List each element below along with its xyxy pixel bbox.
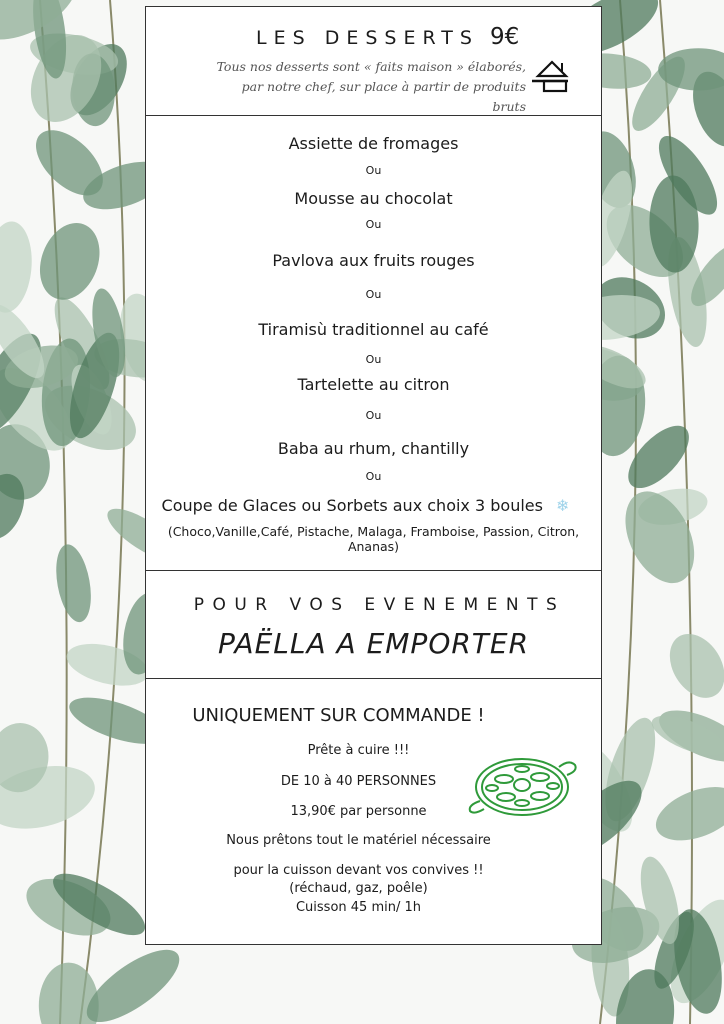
dessert-item: Pavlova aux fruits rouges xyxy=(272,251,475,270)
order-line: 13,90€ par personne xyxy=(290,804,427,819)
leaf xyxy=(51,542,97,625)
paella-title: PAËLLA A EMPORTER xyxy=(217,627,530,660)
tagline-line-1: Tous nos desserts sont « faits maison » élaborés, xyxy=(216,59,526,74)
order-line: Prête à cuire !!! xyxy=(307,743,410,758)
events-section xyxy=(145,570,602,679)
fait-maison-house-icon xyxy=(532,59,572,93)
tagline-line-2: par notre chef, sur place à partir de produits bruts xyxy=(241,79,526,114)
dessert-item: Baba au rhum, chantilly xyxy=(277,439,470,458)
dessert-item: Tiramisù traditionnel au café xyxy=(258,320,489,339)
desserts-price: 9€ xyxy=(490,24,520,50)
homemade-tagline xyxy=(206,57,526,117)
leaf xyxy=(0,219,35,314)
order-line: Cuisson 45 min/ 1h xyxy=(295,900,421,915)
order-heading: UNIQUEMENT SUR COMMANDE ! xyxy=(192,705,485,726)
events-subtitle: POUR VOS EVENEMENTS xyxy=(193,595,566,615)
separator: Ou xyxy=(365,470,382,483)
desserts-header xyxy=(145,6,602,116)
ice-cream-flavors: (Choco,Vanille,Café, Pistache, Malaga, Framboise, Passion, Citron, Ananas) xyxy=(167,524,580,554)
leaf xyxy=(76,937,189,1024)
desserts-title: LES DESSERTS xyxy=(256,27,479,49)
paella-pan-icon xyxy=(464,751,582,821)
desserts-list xyxy=(145,115,602,571)
order-line: (réchaud, gaz, poêle) xyxy=(289,881,428,896)
dessert-item: Assiette de fromages xyxy=(288,134,459,153)
leaf xyxy=(648,776,724,851)
order-section xyxy=(145,678,602,945)
snowflake-icon: ❄ xyxy=(556,496,570,515)
separator: Ou xyxy=(365,288,382,301)
separator: Ou xyxy=(365,409,382,422)
separator: Ou xyxy=(365,164,382,177)
dessert-item: Tartelette au citron xyxy=(297,375,450,394)
dessert-item: Mousse au chocolat xyxy=(294,189,453,208)
separator: Ou xyxy=(365,218,382,231)
order-line: Nous prêtons tout le matériel nécessaire xyxy=(226,833,491,848)
ice-cream-label: Coupe de Glaces ou Sorbets aux choix 3 boules xyxy=(161,496,543,515)
dessert-item xyxy=(138,496,593,515)
separator: Ou xyxy=(365,353,382,366)
order-line: pour la cuisson devant vos convives !! xyxy=(233,863,484,878)
order-line: DE 10 à 40 PERSONNES xyxy=(280,774,437,789)
